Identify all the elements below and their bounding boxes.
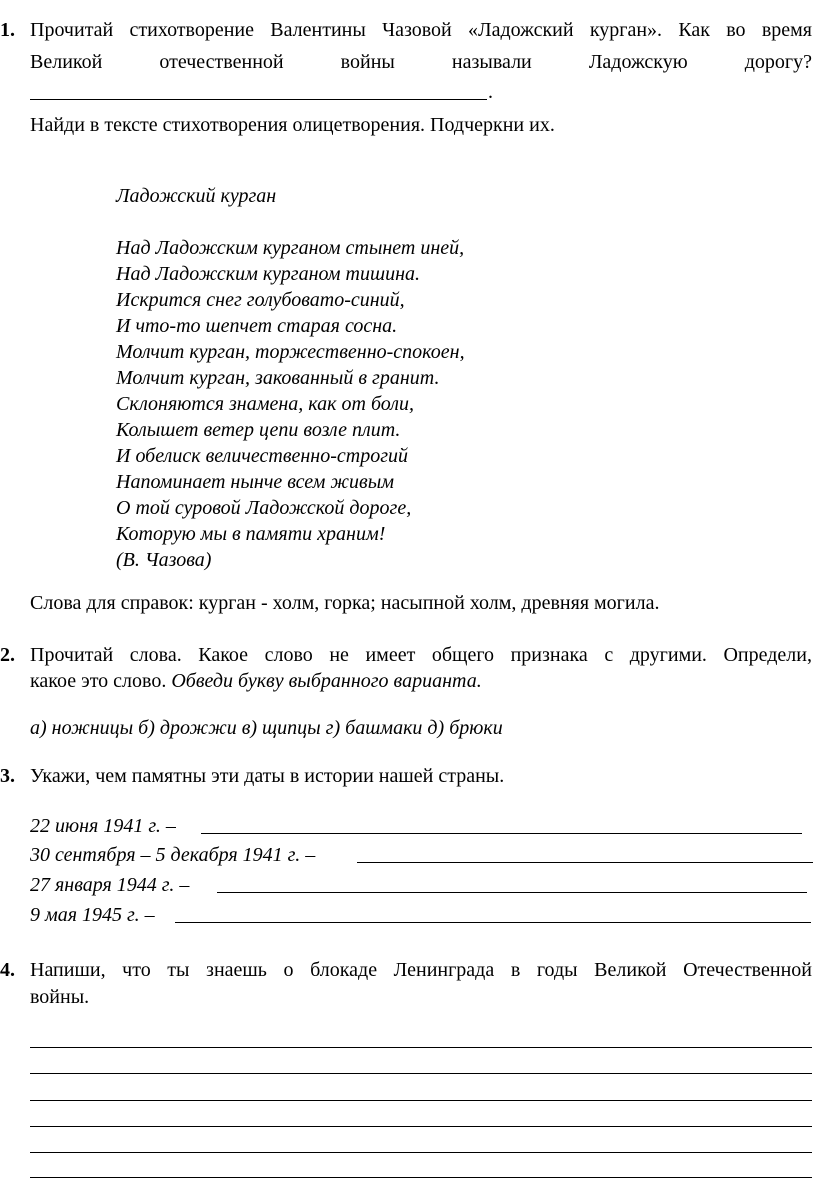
poem-line: Склоняются знамена, как от боли,: [116, 393, 414, 415]
writing-line[interactable]: [30, 1047, 812, 1048]
poem-line: Которую мы в памяти храним!: [116, 523, 386, 545]
task-1-question-line-1: Прочитай стихотворение Валентины Чазовой «Ладожский курган». Как во время: [30, 19, 812, 41]
poem-line: (В. Чазова): [116, 549, 212, 571]
date-row-label: 27 января 1944 г. –: [30, 874, 190, 896]
date-answer-line[interactable]: [201, 833, 802, 834]
date-row-label: 22 июня 1941 г. –: [30, 815, 176, 837]
poem-line: Молчит курган, закованный в гранит.: [116, 367, 440, 389]
poem-line: Над Ладожским курганом стынет иней,: [116, 237, 465, 259]
task-4-number: 4.: [0, 959, 15, 981]
task-1-number: 1.: [0, 19, 15, 41]
task-2-number: 2.: [0, 644, 15, 666]
poem-line: О той суровой Ладожской дороге,: [116, 497, 412, 519]
task-1-instruction: Найди в тексте стихотворения олицетворения. Подчеркни их.: [30, 114, 555, 136]
writing-line[interactable]: [30, 1126, 812, 1127]
poem-line: Над Ладожским курганом тишина.: [116, 263, 420, 285]
poem-line: Напоминает нынче всем живым: [116, 471, 394, 493]
poem-line: Колышет ветер цепи возле плит.: [116, 419, 401, 441]
writing-line[interactable]: [30, 1073, 812, 1074]
poem-line: И что-то шепчет старая сосна.: [116, 315, 398, 337]
task-1-reference: Слова для справок: курган - холм, горка; насыпной холм, древняя могила.: [30, 592, 660, 614]
poem-body: [116, 235, 465, 573]
task-4-question-line-2: войны.: [30, 986, 90, 1008]
poem-line: Молчит курган, торжественно-спокоен,: [116, 341, 465, 363]
poem-line: Искрится снег голубовато-синий,: [116, 289, 405, 311]
task-4-question-line-1: Напиши, что ты знаешь о блокаде Ленинграда в годы Великой Отечественной: [30, 959, 812, 981]
date-answer-line[interactable]: [357, 862, 813, 863]
date-answer-line[interactable]: [175, 922, 811, 923]
date-answer-line[interactable]: [217, 892, 807, 893]
poem-title: Ладожский курган: [116, 185, 277, 207]
task-1-answer-line[interactable]: [30, 99, 487, 100]
writing-line[interactable]: [30, 1177, 812, 1178]
poem-line: И обелиск величественно-строгий: [116, 445, 409, 467]
date-row-label: 9 мая 1945 г. –: [30, 904, 155, 926]
task-3-number: 3.: [0, 765, 15, 787]
task-1-question-line-2: Великой отечественной войны называли Ладожскую дорогу?: [30, 51, 812, 73]
task-2-instruction: Обведи букву выбранного варианта.: [171, 670, 482, 692]
writing-line[interactable]: [30, 1152, 812, 1153]
task-1-answer-dot: .: [488, 81, 493, 103]
task-2-question-line-2: [30, 667, 812, 695]
task-2-question-text: какое это слово.: [30, 670, 172, 692]
date-row-label: 30 сентября – 5 декабря 1941 г. –: [30, 844, 316, 866]
task-3-prompt: Укажи, чем памятны эти даты в истории нашей страны.: [30, 765, 505, 787]
task-2-question-line-1: Прочитай слова. Какое слово не имеет общего признака с другими. Определи,: [30, 644, 812, 666]
writing-line[interactable]: [30, 1100, 812, 1101]
task-2-options[interactable]: а) ножницы б) дрожжи в) щипцы г) башмаки д) брюки: [30, 717, 503, 739]
